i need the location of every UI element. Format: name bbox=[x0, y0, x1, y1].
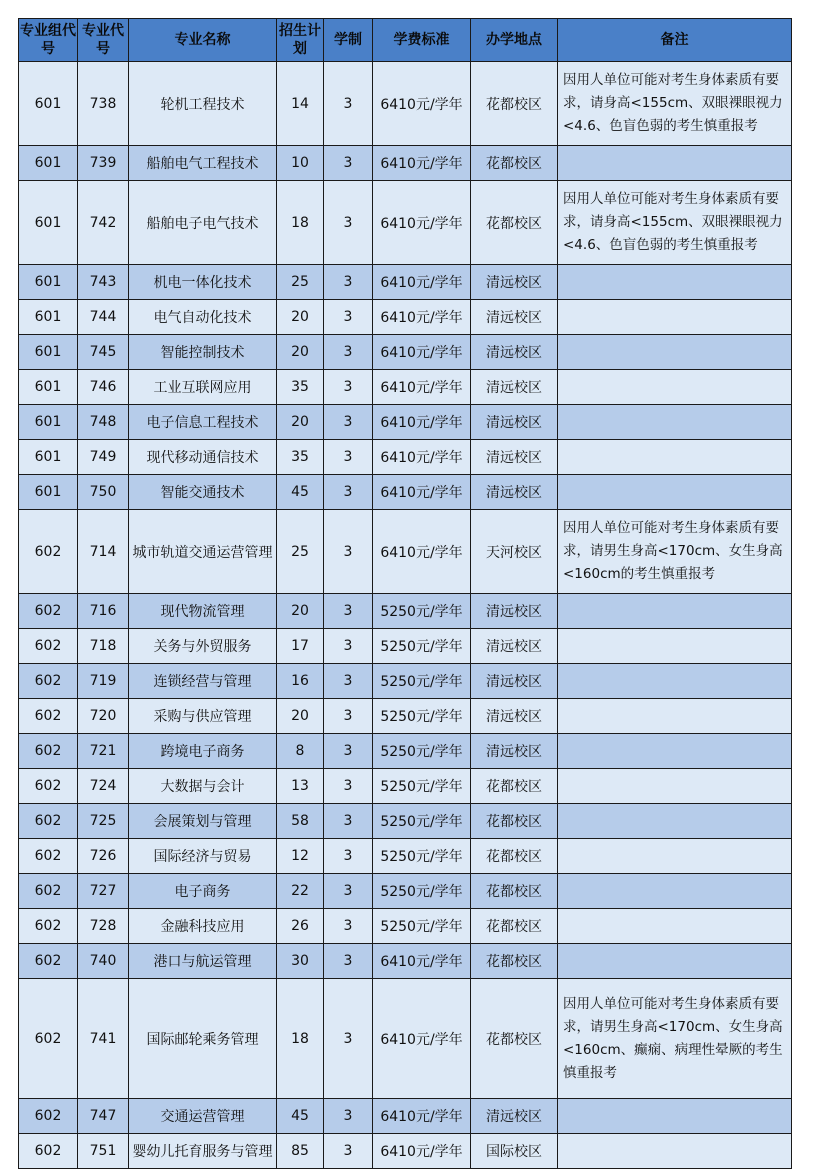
enrollment-plan-cell: 22 bbox=[277, 874, 324, 909]
major-code-cell: 728 bbox=[78, 909, 129, 944]
study-years-cell: 3 bbox=[324, 804, 373, 839]
enrollment-plan-cell: 14 bbox=[277, 62, 324, 146]
table-row bbox=[19, 979, 792, 1099]
table-row bbox=[19, 335, 792, 370]
tuition-cell: 6410元/学年 bbox=[373, 440, 471, 475]
tuition-cell: 6410元/学年 bbox=[373, 146, 471, 181]
remarks-cell bbox=[558, 944, 792, 979]
major-code-cell: 745 bbox=[78, 335, 129, 370]
remarks-cell bbox=[558, 1134, 792, 1169]
tuition-cell: 6410元/学年 bbox=[373, 1099, 471, 1134]
remarks-cell: 因用人单位可能对考生身体素质有要求，请身高<155cm、双眼裸眼视力<4.6、色盲色弱的考生慎重报考 bbox=[558, 181, 792, 265]
major-code-cell: 721 bbox=[78, 734, 129, 769]
remarks-cell bbox=[558, 874, 792, 909]
major-name-cell: 电气自动化技术 bbox=[129, 300, 277, 335]
major-code-cell: 743 bbox=[78, 265, 129, 300]
tuition-cell: 6410元/学年 bbox=[373, 370, 471, 405]
tuition-cell: 5250元/学年 bbox=[373, 839, 471, 874]
remarks-cell bbox=[558, 1099, 792, 1134]
study-years-cell: 3 bbox=[324, 909, 373, 944]
remarks-cell bbox=[558, 405, 792, 440]
study-years-cell: 3 bbox=[324, 335, 373, 370]
campus-cell: 花都校区 bbox=[471, 874, 558, 909]
remarks-cell bbox=[558, 804, 792, 839]
study-years-cell: 3 bbox=[324, 839, 373, 874]
enrollment-plan-cell: 35 bbox=[277, 370, 324, 405]
group-code-cell: 602 bbox=[19, 909, 78, 944]
campus-cell: 花都校区 bbox=[471, 769, 558, 804]
tuition-cell: 6410元/学年 bbox=[373, 475, 471, 510]
major-code-cell: 744 bbox=[78, 300, 129, 335]
campus-cell: 花都校区 bbox=[471, 804, 558, 839]
campus-cell: 清远校区 bbox=[471, 370, 558, 405]
major-name-cell: 港口与航运管理 bbox=[129, 944, 277, 979]
group-code-cell: 601 bbox=[19, 62, 78, 146]
tuition-cell: 5250元/学年 bbox=[373, 734, 471, 769]
study-years-cell: 3 bbox=[324, 405, 373, 440]
group-code-cell: 602 bbox=[19, 594, 78, 629]
table-row bbox=[19, 265, 792, 300]
major-name-cell: 会展策划与管理 bbox=[129, 804, 277, 839]
major-code-cell: 739 bbox=[78, 146, 129, 181]
remarks-cell: 因用人单位可能对考生身体素质有要求，请男生身高<170cm、女生身高<160cm的考生慎重报考 bbox=[558, 510, 792, 594]
enrollment-plan-cell: 10 bbox=[277, 146, 324, 181]
enrollment-plan-cell: 18 bbox=[277, 979, 324, 1099]
major-name-cell: 机电一体化技术 bbox=[129, 265, 277, 300]
enrollment-plan-cell: 58 bbox=[277, 804, 324, 839]
study-years-cell: 3 bbox=[324, 370, 373, 405]
remarks-cell bbox=[558, 664, 792, 699]
campus-cell: 花都校区 bbox=[471, 62, 558, 146]
tuition-cell: 6410元/学年 bbox=[373, 335, 471, 370]
major-name-cell: 国际邮轮乘务管理 bbox=[129, 979, 277, 1099]
table-row bbox=[19, 804, 792, 839]
group-code-cell: 602 bbox=[19, 629, 78, 664]
enrollment-table-container bbox=[18, 18, 792, 1169]
tuition-cell: 6410元/学年 bbox=[373, 62, 471, 146]
table-row bbox=[19, 300, 792, 335]
enrollment-plan-cell: 17 bbox=[277, 629, 324, 664]
enrollment-plan-cell: 20 bbox=[277, 335, 324, 370]
table-row bbox=[19, 475, 792, 510]
study-years-cell: 3 bbox=[324, 265, 373, 300]
campus-cell: 国际校区 bbox=[471, 1134, 558, 1169]
major-name-cell: 电子商务 bbox=[129, 874, 277, 909]
group-code-cell: 601 bbox=[19, 300, 78, 335]
group-code-cell: 602 bbox=[19, 734, 78, 769]
table-row bbox=[19, 769, 792, 804]
campus-cell: 清远校区 bbox=[471, 265, 558, 300]
enrollment-plan-cell: 26 bbox=[277, 909, 324, 944]
campus-cell: 清远校区 bbox=[471, 629, 558, 664]
campus-cell: 清远校区 bbox=[471, 440, 558, 475]
tuition-cell: 6410元/学年 bbox=[373, 1134, 471, 1169]
table-row bbox=[19, 909, 792, 944]
tuition-cell: 5250元/学年 bbox=[373, 804, 471, 839]
campus-cell: 清远校区 bbox=[471, 594, 558, 629]
remarks-cell bbox=[558, 769, 792, 804]
campus-cell: 清远校区 bbox=[471, 405, 558, 440]
remarks-cell bbox=[558, 146, 792, 181]
major-code-cell: 748 bbox=[78, 405, 129, 440]
major-name-cell: 大数据与会计 bbox=[129, 769, 277, 804]
major-name-cell: 婴幼儿托育服务与管理 bbox=[129, 1134, 277, 1169]
table-row bbox=[19, 699, 792, 734]
tuition-cell: 5250元/学年 bbox=[373, 629, 471, 664]
group-code-cell: 602 bbox=[19, 804, 78, 839]
major-code-cell: 740 bbox=[78, 944, 129, 979]
major-name-cell: 现代移动通信技术 bbox=[129, 440, 277, 475]
group-code-cell: 602 bbox=[19, 510, 78, 594]
campus-cell: 清远校区 bbox=[471, 664, 558, 699]
major-code-cell: 725 bbox=[78, 804, 129, 839]
group-code-cell: 602 bbox=[19, 664, 78, 699]
table-row bbox=[19, 370, 792, 405]
table-row bbox=[19, 629, 792, 664]
group-code-cell: 602 bbox=[19, 1099, 78, 1134]
group-code-cell: 601 bbox=[19, 370, 78, 405]
campus-cell: 花都校区 bbox=[471, 181, 558, 265]
remarks-cell bbox=[558, 629, 792, 664]
major-code-cell: 719 bbox=[78, 664, 129, 699]
table-row bbox=[19, 181, 792, 265]
campus-cell: 清远校区 bbox=[471, 699, 558, 734]
campus-cell: 清远校区 bbox=[471, 475, 558, 510]
header-enrollment-plan: 招生计划 bbox=[277, 19, 324, 62]
major-name-cell: 采购与供应管理 bbox=[129, 699, 277, 734]
tuition-cell: 5250元/学年 bbox=[373, 909, 471, 944]
study-years-cell: 3 bbox=[324, 699, 373, 734]
group-code-cell: 601 bbox=[19, 265, 78, 300]
campus-cell: 清远校区 bbox=[471, 734, 558, 769]
header-study-years: 学制 bbox=[324, 19, 373, 62]
header-remarks: 备注 bbox=[558, 19, 792, 62]
major-name-cell: 现代物流管理 bbox=[129, 594, 277, 629]
remarks-cell bbox=[558, 909, 792, 944]
group-code-cell: 602 bbox=[19, 1134, 78, 1169]
enrollment-plan-cell: 25 bbox=[277, 265, 324, 300]
group-code-cell: 602 bbox=[19, 839, 78, 874]
table-row bbox=[19, 839, 792, 874]
tuition-cell: 6410元/学年 bbox=[373, 300, 471, 335]
study-years-cell: 3 bbox=[324, 440, 373, 475]
campus-cell: 花都校区 bbox=[471, 979, 558, 1099]
study-years-cell: 3 bbox=[324, 629, 373, 664]
table-row bbox=[19, 874, 792, 909]
tuition-cell: 6410元/学年 bbox=[373, 265, 471, 300]
enrollment-plan-cell: 45 bbox=[277, 475, 324, 510]
enrollment-plan-cell: 20 bbox=[277, 405, 324, 440]
group-code-cell: 601 bbox=[19, 440, 78, 475]
campus-cell: 清远校区 bbox=[471, 335, 558, 370]
campus-cell: 花都校区 bbox=[471, 944, 558, 979]
enrollment-plan-cell: 35 bbox=[277, 440, 324, 475]
tuition-cell: 5250元/学年 bbox=[373, 594, 471, 629]
major-name-cell: 智能控制技术 bbox=[129, 335, 277, 370]
table-row bbox=[19, 440, 792, 475]
study-years-cell: 3 bbox=[324, 944, 373, 979]
table-header bbox=[19, 19, 792, 62]
table-row bbox=[19, 734, 792, 769]
enrollment-plan-cell: 25 bbox=[277, 510, 324, 594]
remarks-cell bbox=[558, 335, 792, 370]
table-row bbox=[19, 510, 792, 594]
group-code-cell: 602 bbox=[19, 874, 78, 909]
major-code-cell: 749 bbox=[78, 440, 129, 475]
study-years-cell: 3 bbox=[324, 1134, 373, 1169]
campus-cell: 花都校区 bbox=[471, 146, 558, 181]
study-years-cell: 3 bbox=[324, 734, 373, 769]
tuition-cell: 5250元/学年 bbox=[373, 769, 471, 804]
table-row bbox=[19, 944, 792, 979]
tuition-cell: 5250元/学年 bbox=[373, 699, 471, 734]
study-years-cell: 3 bbox=[324, 475, 373, 510]
remarks-cell bbox=[558, 370, 792, 405]
major-code-cell: 746 bbox=[78, 370, 129, 405]
major-code-cell: 724 bbox=[78, 769, 129, 804]
campus-cell: 清远校区 bbox=[471, 300, 558, 335]
major-name-cell: 关务与外贸服务 bbox=[129, 629, 277, 664]
major-code-cell: 742 bbox=[78, 181, 129, 265]
tuition-cell: 6410元/学年 bbox=[373, 510, 471, 594]
campus-cell: 花都校区 bbox=[471, 839, 558, 874]
table-body bbox=[19, 62, 792, 1169]
header-tuition: 学费标准 bbox=[373, 19, 471, 62]
major-name-cell: 工业互联网应用 bbox=[129, 370, 277, 405]
table-row bbox=[19, 594, 792, 629]
major-code-cell: 726 bbox=[78, 839, 129, 874]
major-code-cell: 714 bbox=[78, 510, 129, 594]
study-years-cell: 3 bbox=[324, 181, 373, 265]
enrollment-plan-cell: 16 bbox=[277, 664, 324, 699]
major-name-cell: 跨境电子商务 bbox=[129, 734, 277, 769]
major-name-cell: 连锁经营与管理 bbox=[129, 664, 277, 699]
remarks-cell bbox=[558, 265, 792, 300]
major-code-cell: 738 bbox=[78, 62, 129, 146]
enrollment-plan-cell: 30 bbox=[277, 944, 324, 979]
study-years-cell: 3 bbox=[324, 510, 373, 594]
remarks-cell bbox=[558, 734, 792, 769]
table-row bbox=[19, 1134, 792, 1169]
major-code-cell: 716 bbox=[78, 594, 129, 629]
campus-cell: 天河校区 bbox=[471, 510, 558, 594]
study-years-cell: 3 bbox=[324, 146, 373, 181]
tuition-cell: 6410元/学年 bbox=[373, 181, 471, 265]
table-row bbox=[19, 405, 792, 440]
remarks-cell bbox=[558, 440, 792, 475]
remarks-cell: 因用人单位可能对考生身体素质有要求，请男生身高<170cm、女生身高<160cm、癫痫、病理性晕厥的考生慎重报考 bbox=[558, 979, 792, 1099]
group-code-cell: 602 bbox=[19, 699, 78, 734]
study-years-cell: 3 bbox=[324, 300, 373, 335]
table-row bbox=[19, 146, 792, 181]
major-code-cell: 718 bbox=[78, 629, 129, 664]
campus-cell: 清远校区 bbox=[471, 1099, 558, 1134]
major-name-cell: 船舶电子电气技术 bbox=[129, 181, 277, 265]
enrollment-plan-cell: 8 bbox=[277, 734, 324, 769]
tuition-cell: 6410元/学年 bbox=[373, 405, 471, 440]
table-row bbox=[19, 1099, 792, 1134]
study-years-cell: 3 bbox=[324, 769, 373, 804]
group-code-cell: 601 bbox=[19, 181, 78, 265]
table-row bbox=[19, 664, 792, 699]
study-years-cell: 3 bbox=[324, 979, 373, 1099]
major-name-cell: 智能交通技术 bbox=[129, 475, 277, 510]
major-code-cell: 751 bbox=[78, 1134, 129, 1169]
header-major-name: 专业名称 bbox=[129, 19, 277, 62]
group-code-cell: 602 bbox=[19, 769, 78, 804]
major-name-cell: 国际经济与贸易 bbox=[129, 839, 277, 874]
enrollment-plan-cell: 18 bbox=[277, 181, 324, 265]
tuition-cell: 6410元/学年 bbox=[373, 944, 471, 979]
study-years-cell: 3 bbox=[324, 664, 373, 699]
remarks-cell: 因用人单位可能对考生身体素质有要求，请身高<155cm、双眼裸眼视力<4.6、色盲色弱的考生慎重报考 bbox=[558, 62, 792, 146]
enrollment-plan-cell: 13 bbox=[277, 769, 324, 804]
study-years-cell: 3 bbox=[324, 62, 373, 146]
remarks-cell bbox=[558, 699, 792, 734]
tuition-cell: 5250元/学年 bbox=[373, 664, 471, 699]
enrollment-plan-cell: 85 bbox=[277, 1134, 324, 1169]
enrollment-plan-cell: 20 bbox=[277, 699, 324, 734]
group-code-cell: 601 bbox=[19, 335, 78, 370]
tuition-cell: 5250元/学年 bbox=[373, 874, 471, 909]
major-name-cell: 金融科技应用 bbox=[129, 909, 277, 944]
enrollment-plan-cell: 20 bbox=[277, 300, 324, 335]
major-name-cell: 轮机工程技术 bbox=[129, 62, 277, 146]
group-code-cell: 601 bbox=[19, 146, 78, 181]
major-code-cell: 741 bbox=[78, 979, 129, 1099]
group-code-cell: 602 bbox=[19, 979, 78, 1099]
remarks-cell bbox=[558, 839, 792, 874]
enrollment-plan-table bbox=[18, 18, 792, 1169]
group-code-cell: 601 bbox=[19, 475, 78, 510]
enrollment-plan-cell: 20 bbox=[277, 594, 324, 629]
major-name-cell: 船舶电气工程技术 bbox=[129, 146, 277, 181]
study-years-cell: 3 bbox=[324, 1099, 373, 1134]
remarks-cell bbox=[558, 300, 792, 335]
study-years-cell: 3 bbox=[324, 594, 373, 629]
major-code-cell: 747 bbox=[78, 1099, 129, 1134]
table-row bbox=[19, 62, 792, 146]
major-name-cell: 交通运营管理 bbox=[129, 1099, 277, 1134]
campus-cell: 花都校区 bbox=[471, 909, 558, 944]
group-code-cell: 601 bbox=[19, 405, 78, 440]
header-campus: 办学地点 bbox=[471, 19, 558, 62]
study-years-cell: 3 bbox=[324, 874, 373, 909]
header-group-code: 专业组代号 bbox=[19, 19, 78, 62]
tuition-cell: 6410元/学年 bbox=[373, 979, 471, 1099]
enrollment-plan-cell: 45 bbox=[277, 1099, 324, 1134]
header-major-code: 专业代号 bbox=[78, 19, 129, 62]
major-name-cell: 城市轨道交通运营管理 bbox=[129, 510, 277, 594]
remarks-cell bbox=[558, 475, 792, 510]
enrollment-plan-cell: 12 bbox=[277, 839, 324, 874]
major-code-cell: 750 bbox=[78, 475, 129, 510]
major-code-cell: 727 bbox=[78, 874, 129, 909]
group-code-cell: 602 bbox=[19, 944, 78, 979]
major-name-cell: 电子信息工程技术 bbox=[129, 405, 277, 440]
remarks-cell bbox=[558, 594, 792, 629]
major-code-cell: 720 bbox=[78, 699, 129, 734]
